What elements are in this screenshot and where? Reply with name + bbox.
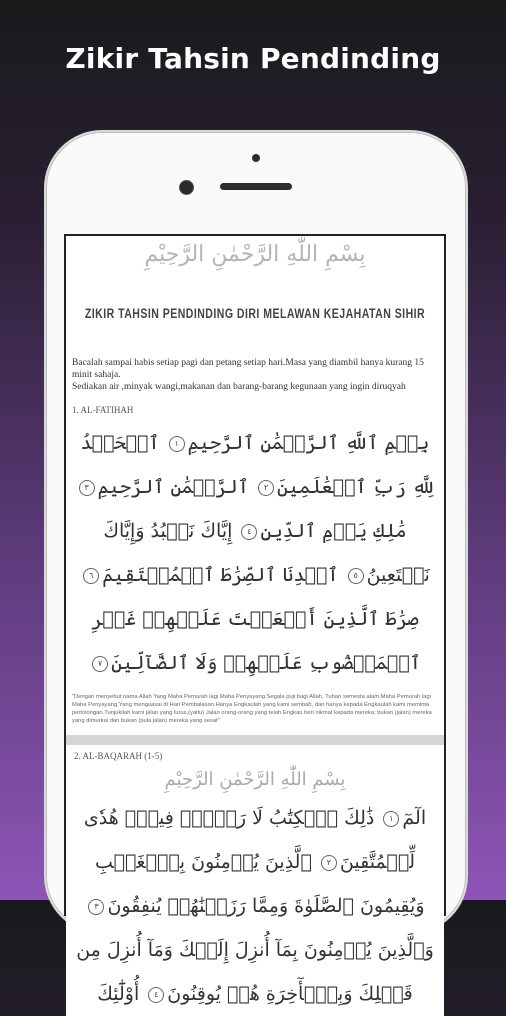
bismillah-baqarah: بِسْمِ اللّٰهِ الرَّحْمٰنِ الرَّحِيْمِ: [164, 769, 346, 790]
verse-number: ١: [169, 436, 185, 452]
verse-number: ٥: [348, 568, 364, 584]
verse-text: صِرَٰطَ ٱلَّذِينَ أَنۡعَمۡتَ عَلَيۡهِمۡ غَيۡرِ ٱلۡمَغۡضُوبِ عَلَيۡهِمۡ وَلَا ٱلضَّآلِّينَ: [91, 608, 421, 674]
verse-text: ذَٰلِكَ ٱلۡكِتَٰبُ لَا رَيۡبَۛ فِيهِۛ هُدٗى لِّلۡمُتَّقِينَ: [83, 807, 416, 873]
verse-number: ٦: [83, 568, 99, 584]
verse-number: ٣: [79, 480, 95, 496]
verse-number: ٧: [92, 656, 108, 672]
intro-text: [72, 357, 438, 393]
intro-line-1: Bacalah sampai habis setiap pagi dan petang setiap hari.Masa yang diambil hanya kurang 15 minit sahaja.: [72, 358, 424, 380]
fatihah-translation: "Dengan menyebut nama Allah Yang Maha Pemurah lagi Maha Penyayang.Segala puji bagi Allah, Tuhan semesta alam.Maha Pemurah lagi Maha Penyayang.Yang menguasai di Hari Pembalasan.Hanya Engkaulah yang kami sembah, dan hanya kepada Engkaulah kami meminta pertolongan.Tunjukilah kami jalan yang lurus,(yaitu) Jalan orang-orang yang telah Engkau beri nikmat kepada mereka; bukan (jalan) mereka yang dimurkai dan bukan (pula jalan) mereka yang sesat": [72, 694, 432, 724]
verse-text: ٱلَّذِينَ يُؤۡمِنُونَ بِٱلۡغَيۡبِ وَيُقِيمُونَ ٱلصَّلَوٰةَ وَمِمَّا رَزَقۡنَٰهُمۡ يُنفِقُونَ: [94, 851, 425, 917]
verse-text: ٱهۡدِنَا ٱلصِّرَٰطَ ٱلۡمُسۡتَقِيمَ: [102, 564, 339, 586]
bismillah-header: بِسْمِ اللّٰهِ الرَّحْمٰنِ الرَّحِيْمِ: [144, 242, 366, 267]
section-label-baqarah: 2. AL-BAQARAH (1-5): [74, 751, 163, 761]
intro-line-2: Sediakan air ,minyak wangi,makanan dan barang-barang kegunaan yang ingin diruqyah: [72, 382, 406, 392]
earpiece-speaker: [220, 183, 292, 190]
verse-number: ٤: [148, 987, 164, 1003]
app-screen[interactable]: [64, 234, 446, 1005]
verse-text: الٓمٓ: [402, 807, 427, 829]
promo-title: Zikir Tahsin Pendinding: [65, 42, 441, 75]
baqarah-verses: [72, 796, 438, 1016]
verse-number: ٣: [88, 899, 104, 915]
verse-number: ٢: [258, 480, 274, 496]
section-label-fatihah: 1. AL-FATIHAH: [72, 405, 134, 415]
verse-text: بِسۡمِ ٱللَّهِ ٱلرَّحۡمَٰنِ ٱلرَّحِيمِ: [187, 432, 430, 454]
verse-text: أُوْلَٰٓئِكَ: [97, 983, 140, 1005]
baqarah-card: [66, 751, 444, 1016]
verse-number: ٢: [321, 855, 337, 871]
front-camera-icon: [179, 180, 194, 195]
verse-number: ٤: [241, 524, 257, 540]
page-title: ZIKIR TAHSIN PENDINDING DIRI MELAWAN KEJAHATAN SIHIR: [84, 306, 426, 321]
verse-number: ١: [383, 811, 399, 827]
verse-text: ٱلۡحَمۡدُ لِلَّهِ رَبِّ ٱلۡعَٰلَمِينَ: [80, 432, 435, 498]
section-divider: [66, 735, 444, 745]
verse-text: ٱلرَّحۡمَٰنِ ٱلرَّحِيمِ: [97, 476, 249, 498]
fatihah-verses: [72, 421, 438, 685]
verse-text: وَٱلَّذِينَ يُؤۡمِنُونَ بِمَآ أُنزِلَ إِلَيۡكَ وَمَآ أُنزِلَ مِن قَبۡلِكَ وَبِٱلۡأٓخِرَةِ هُمۡ يُوقِنُونَ: [76, 939, 434, 1005]
proximity-sensor: [252, 154, 260, 162]
verse-text: إِيَّاكَ نَعۡبُدُ وَإِيَّاكَ نَسۡتَعِينُ: [103, 520, 430, 586]
verse-text: مَٰلِكِ يَوۡمِ ٱلدِّينِ: [260, 520, 407, 542]
